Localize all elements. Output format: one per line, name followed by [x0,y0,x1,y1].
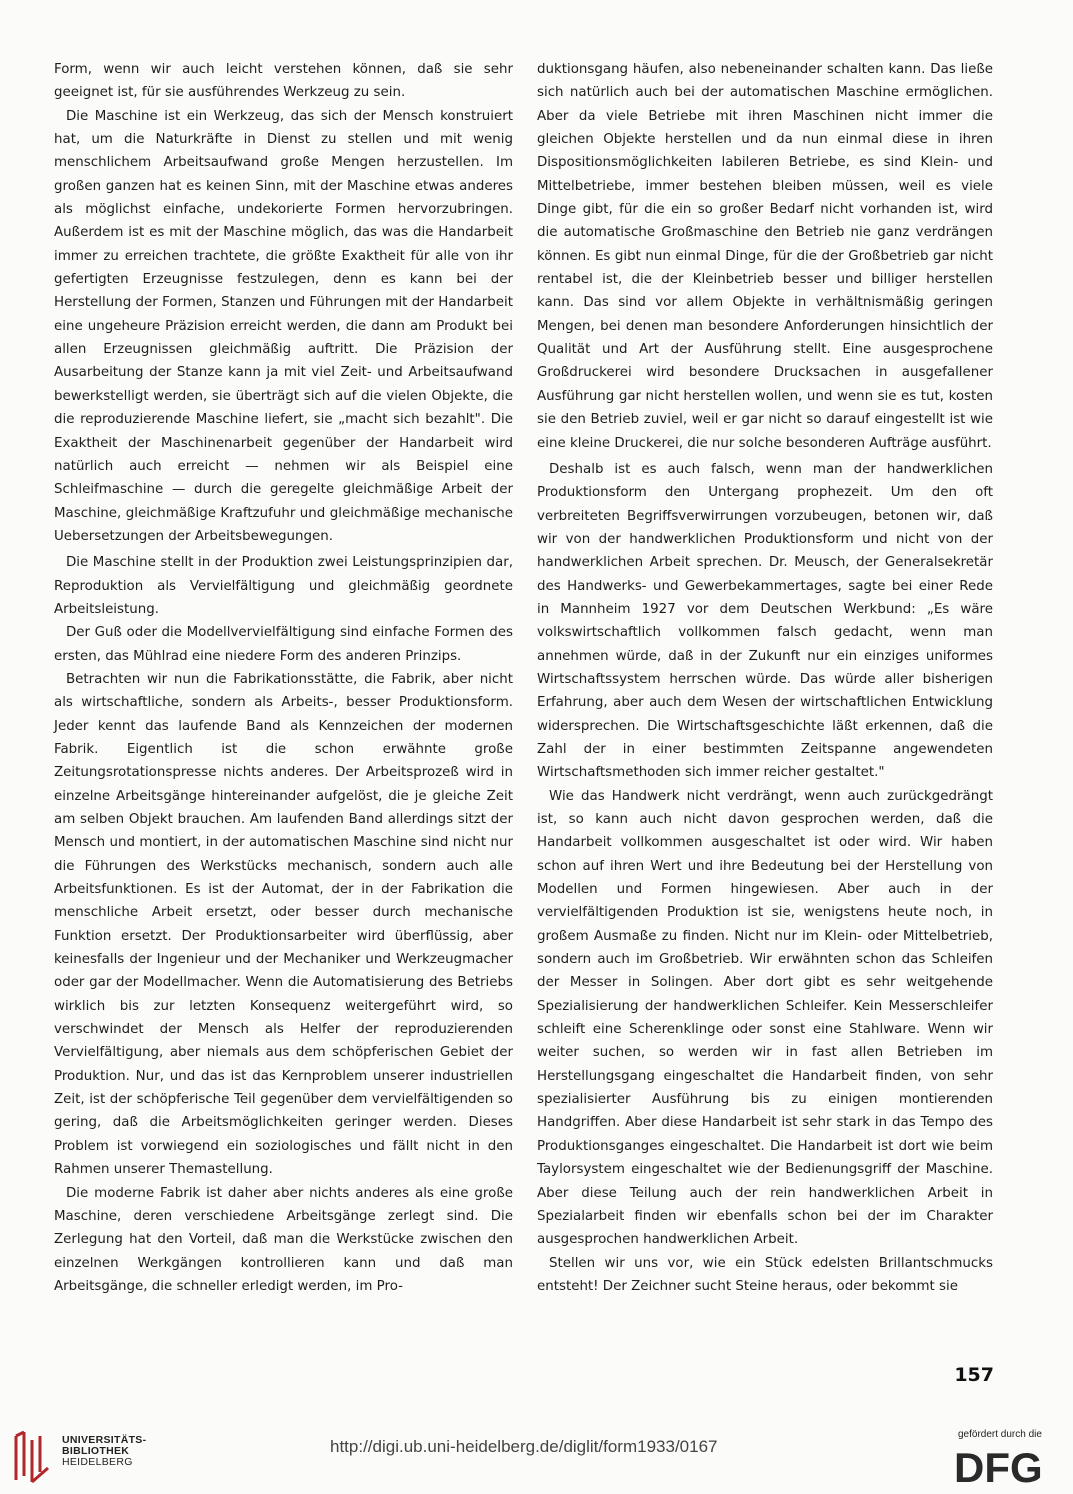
library-name [62,1435,146,1468]
library-line-2: BIBLIOTHEK [62,1445,130,1457]
paragraph: Betrachten wir nun die Fabrikationsstätte, die Fabrik, aber nicht als wirtschaftliche, sondern als Arbeits-, besser Produktionsform. Jeder kennt das laufende Band als Kennzeichen der modernen Fabrik. Eigentlich ist die schon erwähnte große Zeitungsrotationspresse nichts anderes. Der Arbeitsprozeß wird in einzelne Arbeitsgänge hintereinander aufgelöst, die je gleiche Zeit am selben Objekt brauchen. Am laufenden Band allerdings sitzt der Mensch und montiert, in der automatischen Maschine sind nicht nur die Führungen des Werkstücks mechanisch, sondern auch alle Arbeitsfunktionen. Es ist der Automat, der in der Fabrikation die menschliche Arbeit ersetzt, oder besser durch mechanische Funktion ersetzt. Der Produktionsarbeiter wird überflüssig, aber keinesfalls der Ingenieur und der Mechaniker und Werkzeugmacher oder gar der Modellmacher. Wenn die Automatisierung des Betriebs wirklich bis zur letzten Konsequenz weitergeführt wird, so verschwindet der Mensch als Helfer der reproduzierenden Vervielfältigung, aber niemals aus dem schöpferischen Gebiet der Produktion. Nur, und das ist das Kernproblem unserer industriellen Zeit, ist der schöpferische Teil gegenüber dem vervielfältigenden so gering, daß die Arbeitsmöglichkeiten geringer werden. Dieses Problem ist vorwiegend ein soziologisches und fällt nicht in den Rahmen unserer Themastellung. [54,671,513,1178]
text-column-left [54,58,513,1298]
source-url-link[interactable]: http://digi.ub.uni-heidelberg.de/diglit/form1933/0167 [330,1437,718,1456]
library-line-3: HEIDELBERG [62,1456,133,1468]
paragraph: Die moderne Fabrik ist daher aber nichts anderes als eine große Maschine, deren verschiedene Arbeitsgänge zerlegt sind. Die Zerlegung hat den Vorteil, daß man die Werkstücke zwischen den einzelnen Werkgängen kontrollieren kann und daß man Arbeitsgänge, die schneller erledigt werden, im Pro- [54,1185,513,1294]
paragraph: Der Guß oder die Modellvervielfältigung sind einfache Formen des ersten, das Mühlrad eine niedere Form des anderen Prinzips. [54,625,513,664]
dfg-logo-icon [950,1444,1060,1486]
paragraph: Deshalb ist es auch falsch, wenn man der handwerklichen Produktionsform den Untergang prophezeit. Um den oft verbreiteten Begriffsverwirrungen vorzubeugen, betonen wir, daß wir von der handwerklichen Produktionsform und nicht von der handwerklichen Arbeit sprechen. Dr. Meusch, der Generalsekretär des Handwerks- und Gewerbekammertages, sagte bei einer Rede in Mannheim 1927 vor dem Deutschen Werkbund: „Es wäre volkswirtschaftlich vollkommen falsch gedacht, wenn man annehmen würde, daß in der Zukunft nur ein einziges uniformes Wirtschaftssystem herrschen würde. Das würde aller bisherigen Erfahrung, aber auch dem Wesen der wirtschaftlichen Entwicklung widersprechen. Die Wirtschaftsgeschichte läßt erkennen, daß die Zahl der in einer bestimmten Zeitspanne angewendeten Wirtschaftsmethoden sich immer reicher gestaltet." [537,461,993,781]
funded-by-label: gefördert durch die [958,1429,1042,1440]
paragraph: Form, wenn wir auch leicht verstehen können, daß sie sehr geeignet ist, für sie ausführendes Werkzeug zu sein. [54,62,513,101]
paragraph: Die Maschine stellt in der Produktion zwei Leistungsprinzipien dar, Reproduktion als Vervielfältigung und gleichmäßig geordnete Arbeitsleistung. [54,555,513,617]
university-library-logo-icon [12,1428,56,1484]
page-number: 157 [954,1364,994,1386]
dfg-logo-text: DFG [954,1444,1043,1486]
text-column-right [537,58,993,1298]
paragraph: Wie das Handwerk nicht verdrängt, wenn auch zurückgedrängt ist, so kann auch nicht davon gesprochen werden, daß die Handarbeit vollkommen ausgeschaltet ist oder wird. Wir haben schon auf ihren Wert und ihre Bedeutung bei der Herstellung von Modellen und Formen hingewiesen. Aber auch in der vervielfältigenden Produktion ist sie, wenigstens heute noch, in großem Ausmaße zu finden. Nicht nur im Klein- oder Mittelbetrieb, sondern auch im Großbetrieb. Wir erwähnten schon das Schleifen der Messer in Solingen. Aber dort gibt es sehr weitgehende Spezialisierung der handwerklichen Schleifer. Kein Messerschleifer schleift eine Scherenklinge oder sonst eine Stahlware. Wenn wir weiter suchen, so werden wir in fast allen Betrieben im Herstellungsgang eingeschaltet die Handarbeit finden, von sehr spezialisierter Ausführung bis zu einigen montierenden Handgriffen. Aber diese Handarbeit ist sehr stark in das Tempo des Produktionsganges eingeschaltet. Die Handarbeit ist dort wie beim Taylorsystem eingeschaltet wie der Bedienungsgriff der Maschine. Aber diese Teilung auch der rein handwerklichen Arbeit in Spezialarbeit finden wir ebenfalls schon bei der im Charakter ausgesprochen handwerklichen Arbeit. [537,788,993,1248]
paragraph: Stellen wir uns vor, wie ein Stück edelsten Brillantschmucks entsteht! Der Zeichner sucht Steine heraus, oder bekommt sie [537,1255,993,1294]
digitization-footer [0,1404,1073,1494]
paragraph: duktionsgang häufen, also nebeneinander schalten kann. Das ließe sich natürlich auch bei der automatischen Maschine ermöglichen. Aber da viele Betriebe mit ihren Maschinen nicht immer die gleichen Objekte herstellen und da nun einmal diese in ihren Dispositionsmöglichkeiten labileren Betriebe, es sind Klein- und Mittelbetriebe, immer bestehen bleiben müssen, weil es viele Dinge gibt, für die ein so großer Bedarf nicht vorhanden ist, wird die automatische Großmaschine den Betrieb nie ganz verdrängen können. Es gibt nun einmal Dinge, für die der Großbetrieb gar nicht rentabel ist, die der Kleinbetrieb besser und billiger herstellen kann. Das sind vor allem Objekte in verhältnismäßig geringen Mengen, bei denen man besondere Anforderungen hinsichtlich der Qualität und Art der Ausführung stellt. Eine ausgesprochene Großdruckerei wird besondere Drucksachen in ausgefallener Ausführung gar nicht herstellen wollen, und wenn sie es tut, kosten sie den Betrieb zuviel, weil er gar nicht so darauf eingestellt ist wie eine kleine Druckerei, die nur solche besonderen Aufträge ausführt. [537,62,993,451]
library-line-1: UNIVERSITÄTS- [62,1434,147,1446]
paragraph: Die Maschine ist ein Werkzeug, das sich der Mensch konstruiert hat, um die Naturkräfte in Dienst zu stellen und mit wenig menschlichem Arbeitsaufwand große Mengen herzustellen. Im großen ganzen hat es keinen Sinn, mit der Maschine etwas anderes als möglichst einfache, undekorierte Formen hervorzubringen. Außerdem ist es mit der Maschine möglich, das was die Handarbeit immer zu erreichen trachtete, die größte Exaktheit für alle von ihr gefertigten Erzeugnisse festzulegen, denn es kann bei der Herstellung der Formen, Stanzen und Führungen mit der Handarbeit eine ungeheure Präzision erreicht werden, die dann am Produkt bei allen Erzeugnissen gleichmäßig auftritt. Die Präzision der Ausarbeitung der Stanze kann ja mit viel Zeit- und Arbeitsaufwand bewerkstelligt werden, sie überträgt sich auf die vielen Objekte, die die reproduzierende Maschine liefert, sie „macht sich bezahlt". Die Exaktheit der Maschinenarbeit gegenüber der Handarbeit wird natürlich auch erreicht — nehmen wir als Beispiel eine Schleifmaschine — durch die geregelte gleichmäßige Arbeit der Maschine, gleichmäßige Kraftzufuhr und gleichmäßige mechanische Uebersetzungen der Arbeitsbewegungen. [54,108,513,544]
